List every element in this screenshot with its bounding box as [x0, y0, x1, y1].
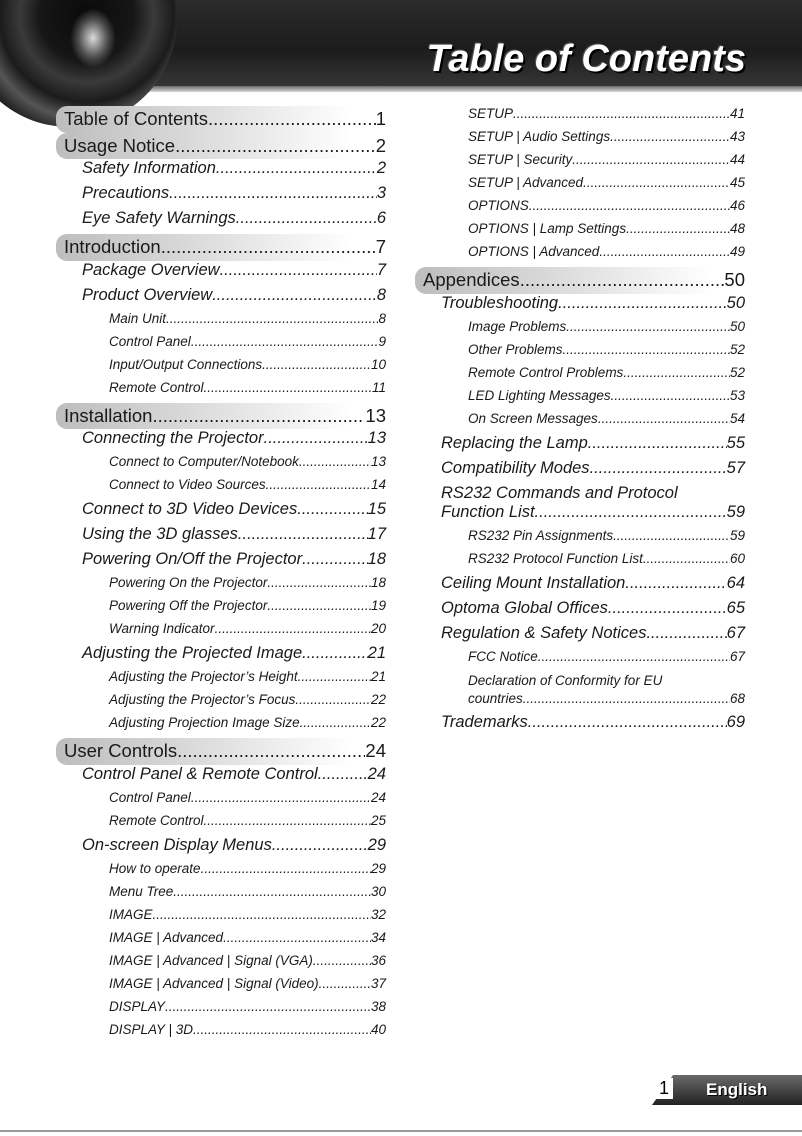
- toc-entry-title: Warning Indicator: [109, 621, 215, 636]
- leader-dots: [302, 550, 368, 569]
- toc-entry[interactable]: [415, 221, 745, 244]
- toc-entry-page: 48: [729, 221, 745, 236]
- toc-entry[interactable]: [415, 551, 745, 574]
- toc-section-heading[interactable]: [56, 234, 386, 261]
- toc-entry[interactable]: [56, 765, 386, 790]
- leader-dots: [220, 261, 377, 280]
- toc-entry[interactable]: [56, 429, 386, 454]
- toc-entry-page: 13: [365, 404, 386, 426]
- toc-entry-page: 13: [370, 454, 386, 469]
- leader-dots: [319, 976, 371, 991]
- leader-dots: [611, 388, 730, 403]
- toc-entry-title: Replacing the Lamp: [441, 433, 588, 452]
- toc-entry-title: IMAGE | Advanced: [109, 929, 224, 945]
- toc-entry-title: Adjusting Projection Image Size: [109, 715, 300, 730]
- toc-entry-page: 9: [378, 333, 386, 349]
- toc-entry-title: Adjusting the Projector’s Focus: [109, 692, 296, 707]
- toc-entry[interactable]: [56, 669, 386, 692]
- toc-entry-title: Control Panel & Remote Control: [82, 764, 318, 783]
- leader-dots: [623, 365, 730, 380]
- toc-entry-title: RS232 Commands and Protocol: [441, 483, 678, 502]
- toc-entry-title: Eye Safety Warnings: [82, 209, 236, 227]
- toc-entry-title: Adjusting the Projected Image: [82, 644, 303, 662]
- toc-entry[interactable]: [415, 484, 745, 522]
- toc-entry-title: Installation: [64, 404, 153, 426]
- toc-entry-page: 54: [729, 410, 745, 426]
- toc-entry-title: Image Problems: [468, 318, 567, 334]
- toc-entry-title: FCC Notice: [468, 648, 538, 664]
- toc-entry-title: Powering On the Projector: [109, 575, 268, 590]
- toc-entry-page: 49: [729, 244, 745, 259]
- leader-dots: [236, 209, 377, 228]
- toc-section-heading[interactable]: [415, 267, 745, 294]
- toc-entry[interactable]: [415, 528, 745, 551]
- toc-entry-title: How to operate: [109, 860, 201, 876]
- leader-dots: [191, 334, 379, 349]
- toc-entry-title: Table of Contents: [64, 108, 208, 129]
- toc-entry[interactable]: [415, 106, 745, 129]
- toc-entry[interactable]: [56, 884, 386, 907]
- toc-entry[interactable]: [415, 574, 745, 599]
- toc-entry[interactable]: [415, 319, 745, 342]
- leader-dots: [300, 715, 371, 730]
- toc-entry-title: Adjusting the Projector’s Height: [109, 669, 298, 684]
- page-title: Table of Contents: [426, 38, 746, 80]
- toc-entry-page: 2: [375, 134, 386, 156]
- toc-entry[interactable]: [56, 380, 386, 403]
- toc-entry[interactable]: [415, 388, 745, 411]
- toc-entry-title: Other Problems: [468, 341, 563, 357]
- leader-dots: [295, 692, 371, 707]
- toc-entry[interactable]: [56, 357, 386, 380]
- toc-entry-page: 59: [729, 527, 745, 543]
- toc-entry[interactable]: [56, 861, 386, 884]
- leader-dots: [267, 575, 371, 590]
- leader-dots: [238, 525, 368, 544]
- toc-entry-page: 29: [370, 860, 386, 876]
- toc-entry-title: On-screen Display Menus: [82, 835, 272, 854]
- leader-dots: [204, 380, 372, 395]
- leader-dots: [169, 184, 377, 203]
- toc-entry-title: Precautions: [82, 184, 170, 202]
- leader-dots: [272, 836, 368, 855]
- toc-entry[interactable]: [415, 672, 745, 708]
- leader-dots: [572, 152, 730, 167]
- toc-entry-page: 2: [376, 159, 386, 177]
- toc-entry[interactable]: [56, 286, 386, 311]
- leader-dots: [297, 500, 367, 519]
- toc-entry[interactable]: [56, 907, 386, 930]
- leader-dots: [165, 999, 371, 1014]
- toc-entry-title: SETUP: [468, 106, 514, 121]
- toc-entry-page: 46: [729, 198, 745, 213]
- toc-entry-page: 50: [724, 269, 745, 290]
- leader-dots: [613, 528, 730, 543]
- toc-entry-page: 52: [729, 341, 745, 357]
- toc-entry[interactable]: [56, 621, 386, 644]
- toc-entry[interactable]: [56, 598, 386, 621]
- toc-entry[interactable]: [415, 624, 745, 649]
- toc-entry-title: Main Unit: [109, 310, 167, 326]
- leader-dots: [161, 236, 376, 258]
- toc-entry-page: 11: [371, 379, 386, 395]
- toc-entry-page: 24: [367, 764, 386, 783]
- page-number: 1: [655, 1078, 673, 1099]
- toc-entry-page: 22: [370, 715, 386, 730]
- toc-entry[interactable]: [56, 930, 386, 953]
- toc-entry-page: 67: [729, 648, 745, 664]
- toc-entry[interactable]: [56, 477, 386, 500]
- toc-entry[interactable]: [415, 434, 745, 459]
- toc-entry-page: 25: [370, 812, 386, 828]
- toc-entry-title: Optoma Global Offices: [441, 598, 608, 617]
- leader-dots: [563, 342, 730, 357]
- toc-entry-title: RS232 Pin Assignments: [468, 527, 614, 543]
- toc-entry-title: OPTIONS: [468, 198, 529, 213]
- leader-dots: [177, 740, 365, 762]
- leader-dots: [191, 790, 371, 805]
- toc-entry[interactable]: [56, 976, 386, 999]
- toc-entry-page: 24: [370, 789, 386, 805]
- leader-dots: [264, 429, 368, 448]
- toc-entry[interactable]: [56, 790, 386, 813]
- toc-entry-title: OPTIONS | Lamp Settings: [468, 221, 627, 236]
- footer-rule: [0, 1130, 802, 1132]
- toc-entry-title: Remote Control Problems: [468, 364, 624, 380]
- toc-entry-title: Ceiling Mount Installation: [441, 573, 626, 592]
- leader-dots: [166, 311, 378, 326]
- toc-entry-page: 67: [726, 623, 745, 642]
- leader-dots: [313, 953, 371, 968]
- toc-entry-title: Remote Control: [109, 812, 204, 828]
- toc-entry-page: 3: [376, 184, 386, 202]
- toc-entry-title: Introduction: [64, 236, 161, 257]
- toc-entry[interactable]: [56, 261, 386, 286]
- toc-entry-page: 18: [370, 575, 386, 590]
- toc-entry-page: 1: [375, 108, 386, 129]
- toc-entry-page: 20: [370, 621, 386, 636]
- toc-entry[interactable]: [56, 525, 386, 550]
- leader-dots: [646, 624, 726, 643]
- leader-dots: [152, 405, 365, 427]
- toc-entry-title: Declaration of Conformity for EU: [468, 672, 663, 688]
- toc-entry-page: 29: [367, 835, 386, 854]
- toc-entry-page: 34: [370, 929, 386, 945]
- toc-entry-title: Input/Output Connections: [109, 356, 263, 372]
- toc-section-heading[interactable]: [56, 738, 386, 765]
- toc-entry-page: 37: [370, 975, 386, 991]
- toc-entry-page: 38: [370, 998, 386, 1014]
- toc-entry-title: Appendices: [423, 269, 520, 290]
- toc-entry-title-continued: countries: [468, 690, 523, 706]
- toc-entry-page: 41: [729, 106, 745, 121]
- toc-entry-page: 36: [370, 952, 386, 968]
- leader-dots: [223, 930, 371, 945]
- toc-entry-title: DISPLAY: [109, 998, 166, 1014]
- toc-entry-title: IMAGE: [109, 906, 153, 922]
- leader-dots: [588, 434, 727, 453]
- toc-entry[interactable]: [56, 209, 386, 234]
- toc-entry[interactable]: [415, 175, 745, 198]
- toc-entry-page: 64: [726, 573, 745, 592]
- toc-entry[interactable]: [56, 999, 386, 1022]
- toc-entry-title-continued: Function List: [441, 502, 535, 521]
- toc-entry[interactable]: [415, 152, 745, 175]
- leader-dots: [538, 649, 730, 664]
- toc-entry[interactable]: [415, 198, 745, 221]
- toc-entry-title: Troubleshooting: [441, 293, 559, 312]
- leader-dots: [208, 108, 376, 130]
- toc-entry-title: Compatibility Modes: [441, 458, 590, 477]
- toc-entry-title: IMAGE | Advanced | Signal (Video): [109, 975, 319, 991]
- toc-entry-page: 44: [729, 152, 745, 167]
- language-label: English: [706, 1080, 768, 1099]
- toc-entry[interactable]: [56, 953, 386, 976]
- toc-entry-title: Product Overview: [82, 285, 213, 304]
- toc-entry[interactable]: [415, 713, 745, 738]
- toc-entry-page: 15: [367, 500, 386, 518]
- toc-entry-page: 52: [729, 364, 745, 380]
- leader-dots: [598, 411, 730, 426]
- toc-entry[interactable]: [56, 715, 386, 738]
- leader-dots: [175, 135, 376, 157]
- toc-section-heading[interactable]: [56, 133, 386, 160]
- toc-entry[interactable]: [56, 644, 386, 669]
- toc-entry[interactable]: [56, 575, 386, 598]
- toc-entry-page: 59: [726, 502, 745, 521]
- toc-entry[interactable]: [415, 365, 745, 388]
- leader-dots: [608, 599, 727, 618]
- toc-entry[interactable]: [415, 342, 745, 365]
- leader-dots: [266, 477, 371, 492]
- leader-dots: [302, 644, 368, 663]
- toc-entry-page: 32: [370, 906, 386, 922]
- toc-entry[interactable]: [415, 411, 745, 434]
- leader-dots: [566, 319, 730, 334]
- leader-dots: [520, 269, 725, 291]
- toc-entry-title: Usage Notice: [64, 134, 176, 156]
- toc-entry-page: 43: [729, 129, 745, 144]
- toc-entry-title: Using the 3D glasses: [82, 525, 238, 543]
- toc-entry[interactable]: [415, 599, 745, 624]
- leader-dots: [153, 907, 371, 922]
- toc-entry-title: Menu Tree: [109, 883, 174, 899]
- toc-entry[interactable]: [56, 159, 386, 184]
- toc-entry[interactable]: [56, 550, 386, 575]
- leader-dots: [201, 861, 371, 876]
- leader-dots: [529, 198, 730, 213]
- toc-left-column: [56, 106, 386, 1045]
- toc-entry-title: Connect to Computer/Notebook: [109, 454, 299, 469]
- toc-entry-page: 7: [376, 260, 386, 279]
- toc-entry-page: 60: [729, 550, 745, 566]
- leader-dots: [583, 175, 730, 190]
- leader-dots: [216, 159, 377, 178]
- leader-dots: [299, 454, 371, 469]
- toc-entry[interactable]: [56, 836, 386, 861]
- toc-entry[interactable]: [56, 1022, 386, 1045]
- leader-dots: [590, 459, 727, 478]
- toc-entry-title: RS232 Protocol Function List: [468, 550, 643, 566]
- toc-entry-title: Regulation & Safety Notices: [441, 623, 647, 642]
- toc-entry-page: 24: [365, 740, 386, 761]
- leader-dots: [262, 357, 371, 372]
- leader-dots: [513, 106, 730, 121]
- toc-entry-title: SETUP | Audio Settings: [468, 129, 611, 144]
- toc-entry-title: SETUP | Advanced: [468, 175, 584, 190]
- toc-entry-page: 68: [729, 690, 745, 706]
- toc-entry[interactable]: [56, 311, 386, 334]
- toc-entry-title: Powering On/Off the Projector: [82, 550, 303, 568]
- leader-dots: [528, 713, 727, 732]
- leader-dots: [626, 221, 730, 236]
- leader-dots: [523, 690, 730, 708]
- toc-entry-page: 19: [370, 598, 386, 613]
- toc-entry-title: Control Panel: [109, 789, 191, 805]
- toc-entry-page: 8: [376, 285, 386, 304]
- toc-entry-page: 14: [370, 477, 386, 492]
- toc-entry-title: LED Lighting Messages: [468, 387, 611, 403]
- toc-entry-page: 8: [378, 310, 386, 326]
- toc-right-column: [415, 106, 745, 738]
- toc-entry-page: 7: [375, 236, 386, 257]
- toc-entry-page: 55: [726, 433, 745, 452]
- toc-section-heading[interactable]: [56, 106, 386, 133]
- toc-entry[interactable]: [56, 184, 386, 209]
- toc-entry-title: Connect to 3D Video Devices: [82, 500, 298, 518]
- toc-entry[interactable]: [56, 334, 386, 357]
- toc-entry-title: OPTIONS | Advanced: [468, 244, 600, 259]
- toc-entry-title: DISPLAY | 3D: [109, 1021, 194, 1037]
- toc-entry-title: Connecting the Projector: [82, 429, 264, 447]
- toc-entry-page: 45: [729, 175, 745, 190]
- leader-dots: [610, 129, 730, 144]
- toc-entry-page: 53: [729, 387, 745, 403]
- toc-entry-page: 13: [367, 429, 386, 447]
- toc-entry[interactable]: [56, 500, 386, 525]
- leader-dots: [535, 503, 727, 522]
- leader-dots: [558, 294, 727, 313]
- toc-entry-title: On Screen Messages: [468, 410, 598, 426]
- toc-entry-page: 57: [726, 458, 745, 477]
- toc-entry-page: 65: [726, 598, 745, 617]
- toc-entry-page: 18: [367, 550, 386, 568]
- toc-entry[interactable]: [415, 649, 745, 672]
- toc-section-heading[interactable]: [56, 403, 386, 430]
- toc-entry[interactable]: [56, 454, 386, 477]
- leader-dots: [599, 244, 730, 259]
- toc-entry-title: User Controls: [64, 740, 178, 761]
- toc-entry-page: 22: [370, 692, 386, 707]
- leader-dots: [204, 813, 371, 828]
- toc-entry[interactable]: [56, 813, 386, 836]
- leader-dots: [193, 1022, 371, 1037]
- toc-entry-title: Package Overview: [82, 260, 220, 279]
- toc-entry-page: 69: [726, 712, 745, 731]
- toc-entry[interactable]: [415, 244, 745, 267]
- toc-entry-page: 21: [370, 669, 386, 684]
- leader-dots: [212, 286, 377, 305]
- toc-entry-title: Control Panel: [109, 333, 191, 349]
- toc-entry[interactable]: [415, 459, 745, 484]
- toc-entry-title: Powering Off the Projector: [109, 598, 268, 613]
- toc-entry-page: 50: [726, 293, 745, 312]
- toc-entry-title: SETUP | Security: [468, 152, 573, 167]
- leader-dots: [643, 551, 730, 566]
- toc-entry-title: Trademarks: [441, 712, 528, 731]
- toc-entry-title: IMAGE | Advanced | Signal (VGA): [109, 952, 313, 968]
- toc-entry-page: 6: [376, 209, 386, 227]
- toc-entry-title: Safety Information: [82, 159, 216, 177]
- toc-entry-page: 21: [367, 644, 386, 662]
- lens-highlight: [70, 8, 116, 68]
- toc-entry-title: Remote Control: [109, 379, 204, 395]
- leader-dots: [215, 621, 371, 636]
- leader-dots: [318, 765, 368, 784]
- toc-entry-page: 40: [370, 1021, 386, 1037]
- toc-entry-page: 30: [370, 883, 386, 899]
- leader-dots: [625, 574, 726, 593]
- leader-dots: [267, 598, 371, 613]
- toc-entry-page: 17: [367, 525, 386, 543]
- toc-entry-page: 50: [729, 318, 745, 334]
- toc-entry-page: 10: [370, 356, 386, 372]
- toc-entry[interactable]: [56, 692, 386, 715]
- toc-entry-title: Connect to Video Sources: [109, 477, 266, 492]
- leader-dots: [298, 669, 371, 684]
- leader-dots: [173, 884, 371, 899]
- toc-entry[interactable]: [415, 294, 745, 319]
- toc-entry[interactable]: [415, 129, 745, 152]
